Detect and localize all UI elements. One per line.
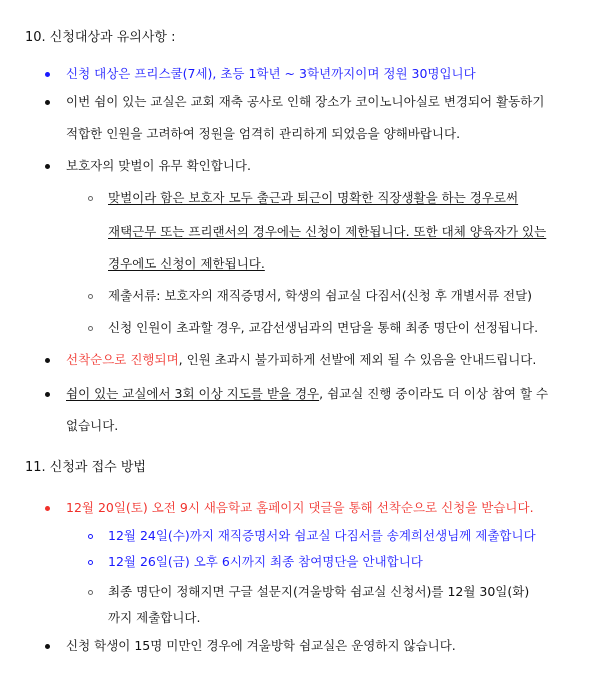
list-item-text (66, 94, 544, 110)
hollow-bullet-icon (88, 560, 93, 565)
text-segment: , 인원 초과시 불가피하게 선발에 제외 될 수 있음을 안내드립니다. (178, 352, 537, 367)
bullet-icon (45, 392, 50, 397)
bullet-icon (45, 164, 50, 169)
text-segment: 재택근무 또는 프리랜서의 경우에는 신청이 제한됩니다. 또한 대체 양육자가 있는 (108, 224, 547, 239)
list-item-text (66, 500, 534, 516)
hollow-bullet-icon (88, 294, 93, 299)
text-segment: 까지 제출합니다. (108, 610, 201, 625)
list-item-text (66, 126, 460, 142)
text-segment: , 쉼교실 진행 중이라도 더 이상 참여 할 수 (319, 386, 549, 401)
text-segment: 맞벌이라 함은 보호자 모두 출근과 퇴근이 명확한 직장생활을 하는 경우로써 (108, 190, 519, 205)
text-segment: 제출서류: 보호자의 재직증명서, 학생의 쉼교실 다짐서(신청 후 개별서류 전달) (108, 288, 533, 303)
text-segment: 없습니다. (66, 418, 119, 433)
text-segment: 10. 신청대상과 유의사항 : (25, 30, 176, 45)
list-item-text (108, 288, 532, 304)
list-item-text (66, 418, 118, 434)
text-segment: 12월 20일(토) 오전 9시 새음학교 홈페이지 댓글을 통해 선착순으로 신청을 받습니다. (66, 500, 534, 515)
bullet-icon (45, 100, 50, 105)
bullet-icon (45, 644, 50, 649)
list-item-text (108, 224, 546, 240)
hollow-bullet-icon (88, 196, 93, 201)
list-item-text (108, 584, 529, 600)
list-item-text (66, 158, 251, 174)
text-segment: 12월 26일(금) 오후 6시까지 최종 참여명단을 안내합니다 (108, 554, 423, 569)
list-item-text (66, 386, 548, 402)
hollow-bullet-icon (88, 590, 93, 595)
text-segment: 신청 인원이 초과할 경우, 교감선생님과의 면담을 통해 최종 명단이 선정됩니다. (108, 320, 539, 335)
hollow-bullet-icon (88, 326, 93, 331)
text-segment: 이번 쉼이 있는 교실은 교회 재축 공사로 인해 장소가 코이노니아실로 변경되어 활동하기 (66, 94, 545, 109)
list-item-text (108, 554, 423, 570)
section-heading (25, 460, 146, 476)
text-segment: 쉼이 있는 교실에서 3회 이상 지도를 받을 경우 (66, 386, 320, 401)
text-segment: 적합한 인원을 고려하여 정원을 엄격히 관리하게 되었음을 양해바랍니다. (66, 126, 461, 141)
list-item-text (108, 320, 538, 336)
bullet-icon (45, 506, 50, 511)
bullet-icon (45, 358, 50, 363)
bullet-icon (45, 72, 50, 77)
list-item-text (66, 638, 456, 654)
text-segment: 최종 명단이 정해지면 구글 설문지(겨울방학 쉼교실 신청서)를 12월 30일(화) (108, 584, 530, 599)
text-segment: 신청 학생이 15명 미만인 경우에 겨울방학 쉼교실은 운영하지 않습니다. (66, 638, 456, 653)
list-item-text (108, 528, 536, 544)
list-item-text (108, 610, 200, 626)
text-segment: 11. 신청과 접수 방법 (25, 460, 146, 475)
list-item-text (66, 352, 536, 368)
text-segment: 선착순으로 진행되며 (66, 352, 179, 367)
list-item-text (108, 190, 518, 206)
list-item-text (66, 66, 476, 82)
text-segment: 신청 대상은 프리스쿨(7세), 초등 1학년 ~ 3학년까지이며 정원 30명입니다 (66, 66, 476, 81)
section-heading (25, 30, 175, 46)
list-item-text (108, 256, 265, 272)
hollow-bullet-icon (88, 534, 93, 539)
text-segment: 12월 24일(수)까지 재직증명서와 쉼교실 다짐서를 송계희선생님께 제출합니다 (108, 528, 536, 543)
text-segment: 보호자의 맞벌이 유무 확인합니다. (66, 158, 251, 173)
text-segment: 경우에도 신청이 제한됩니다. (108, 256, 265, 271)
